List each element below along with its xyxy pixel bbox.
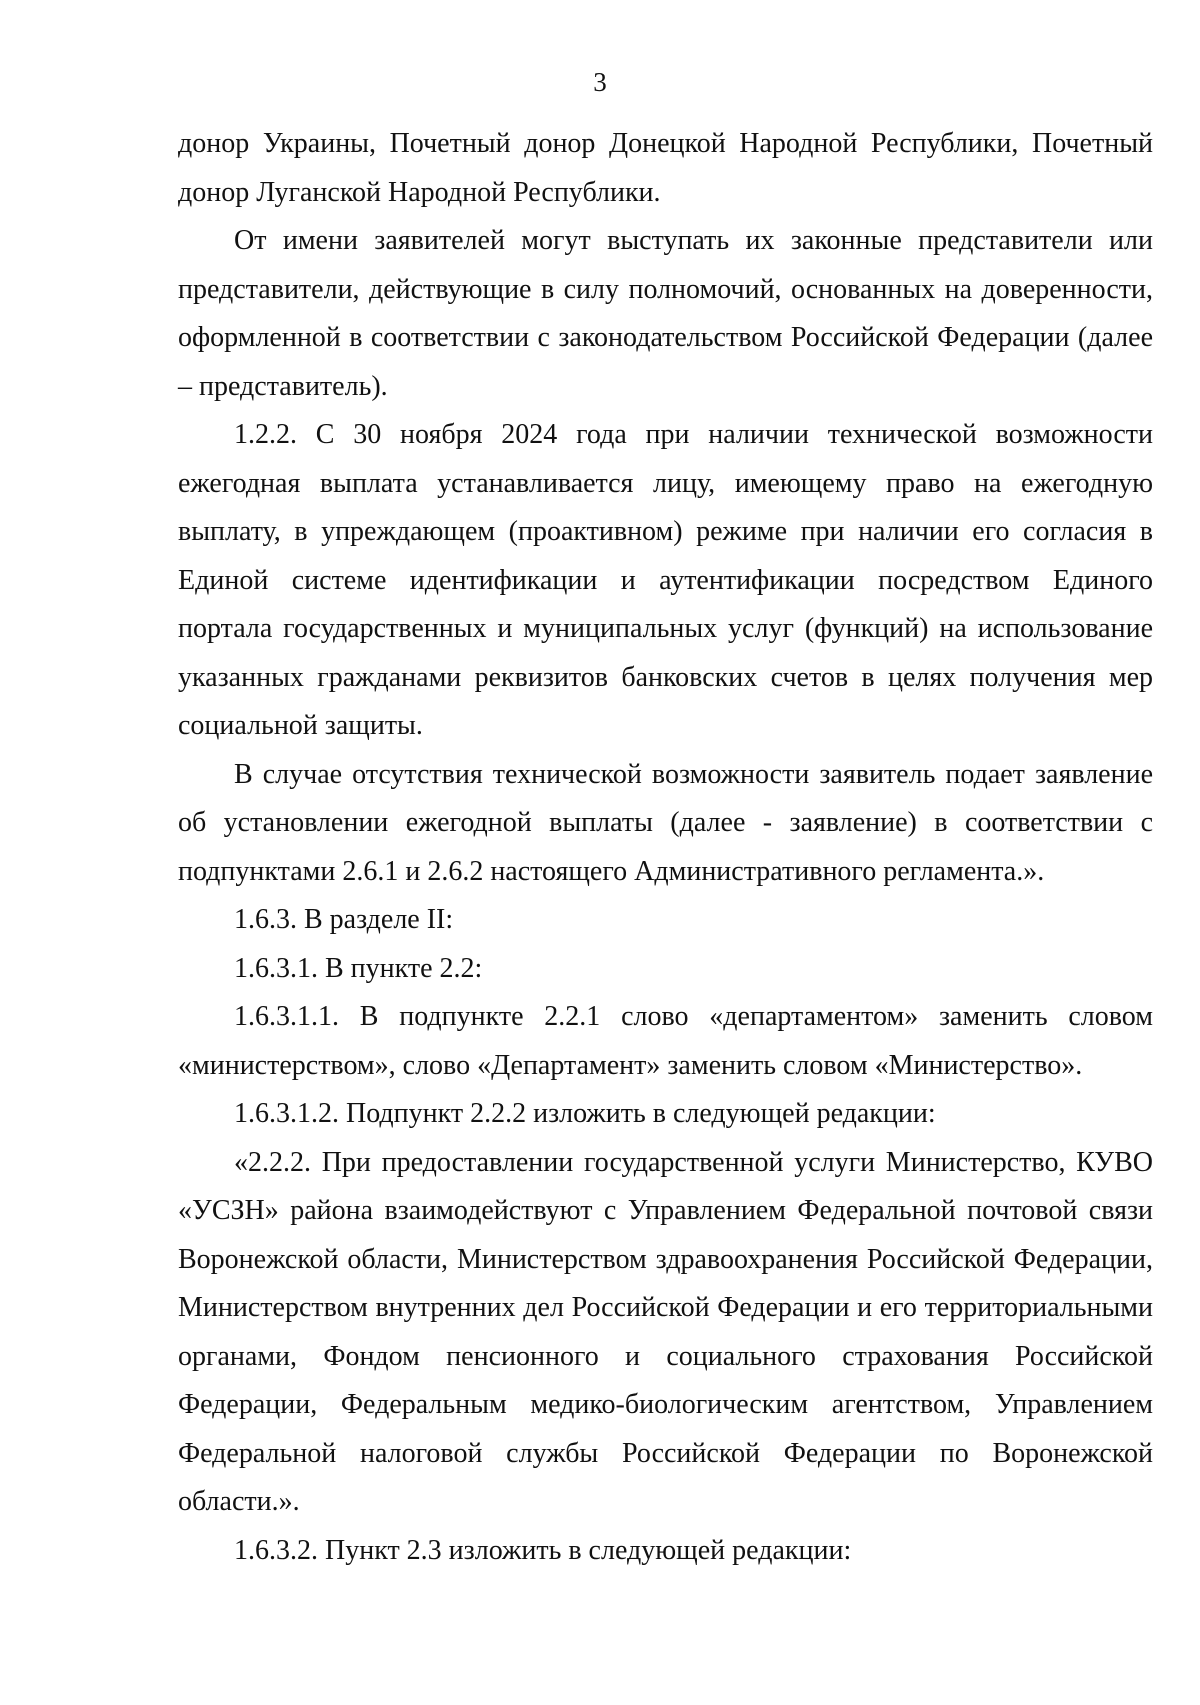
paragraph-1-6-3-1-2: 1.6.3.1.2. Подпункт 2.2.2 изложить в следующей редакции: — [234, 1098, 936, 1129]
document-body — [178, 120, 1153, 1575]
paragraph-2-2-2-quote: «2.2.2. При предоставлении государственной услуги Министерство, КУВО «УСЗН» района взаимодействуют с Управлением Федеральной почтовой связи Воронежской области, Министерством здравоохранения Российской Федерации, Министерством внутренних дел Российской Федерации и его территориальными органами, Фондом пенсионного и социального страхования Российской Федерации, Федеральным медико-биологическим агентством, Управлением Федеральной налоговой службы Российской Федерации по Воронежской области.». — [178, 1146, 1153, 1517]
paragraph-representatives: От имени заявителей могут выступать их законные представители или представители, действующие в силу полномочий, основанных на доверенности, оформленной в соответствии с законодательством Российской Федерации (далее – представитель). — [178, 225, 1153, 402]
paragraph-donor-continuation: донор Украины, Почетный донор Донецкой Народной Республики, Почетный донор Луганской Народной Республики. — [178, 128, 1153, 208]
paragraph-1-6-3-2: 1.6.3.2. Пункт 2.3 изложить в следующей редакции: — [234, 1534, 852, 1566]
paragraph-no-technical-possibility: В случае отсутствия технической возможности заявитель подает заявление об установлении ежегодной выплаты (далее - заявление) в соответствии с подпунктами 2.6.1 и 2.6.2 настоящего Административного регламента.». — [178, 758, 1153, 887]
paragraph-1-2-2: 1.2.2. С 30 ноября 2024 года при наличии технической возможности ежегодная выплата устанавливается лицу, имеющему право на ежегодную выплату, в упреждающем (проактивном) режиме при наличии его согласия в Единой системе идентификации и аутентификации посредством Единого портала государственных и муниципальных услуг (функций) на использование указанных гражданами реквизитов банковских счетов в целях получения мер социальной защиты. — [178, 419, 1153, 741]
page-number: 3 — [593, 67, 607, 97]
paragraph-1-6-3: 1.6.3. В разделе II: — [234, 904, 454, 935]
paragraph-1-6-3-1-1: 1.6.3.1.1. В подпункте 2.2.1 слово «департаментом» заменить словом «министерством», слово «Департамент» заменить словом «Министерство». — [178, 1001, 1153, 1081]
paragraph-1-6-3-1: 1.6.3.1. В пункте 2.2: — [234, 952, 483, 984]
